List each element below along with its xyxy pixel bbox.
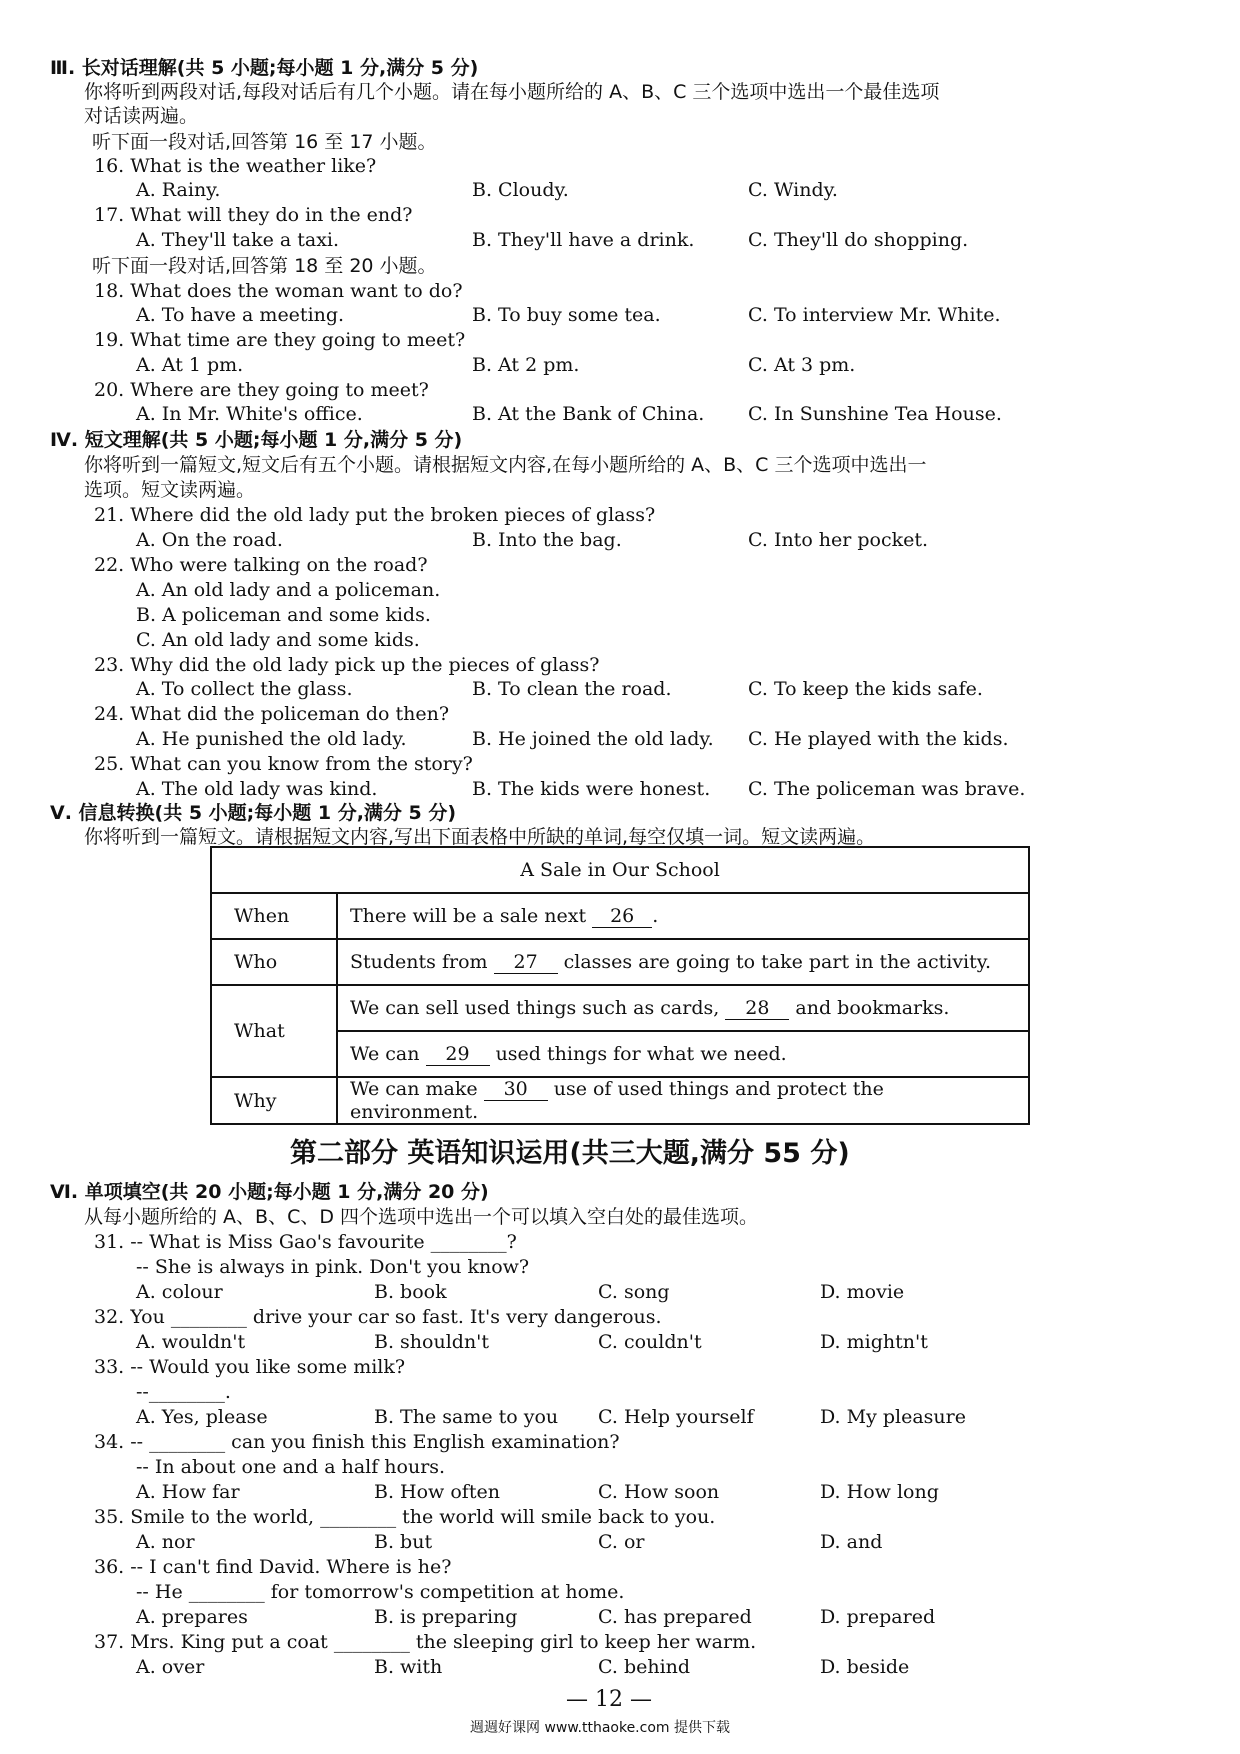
option-c: C. Help yourself bbox=[598, 1406, 754, 1428]
option-c: C. In Sunshine Tea House. bbox=[748, 403, 1002, 425]
option-b: B. At 2 pm. bbox=[472, 354, 580, 376]
question-line: -- He ________ for tomorrow's competition at home. bbox=[136, 1581, 625, 1603]
question-24: 24. What did the policeman do then? bbox=[94, 703, 450, 725]
footer-source: 週週好课网 www.tthaoke.com 提供下载 bbox=[470, 1720, 730, 1736]
question-19: 19. What time are they going to meet? bbox=[94, 329, 466, 351]
question-32: 32. You ________ drive your car so fast. It's very dangerous. bbox=[94, 1306, 662, 1328]
answer-blank-28[interactable]: 28 bbox=[725, 997, 789, 1020]
cell-text: use of used things and protect the environment. bbox=[350, 1078, 884, 1123]
option-b: B. How often bbox=[374, 1481, 500, 1503]
option-d: D. mightn't bbox=[820, 1331, 928, 1353]
cell-text: classes are going to take part in the activity. bbox=[563, 950, 992, 973]
option-a: A. nor bbox=[136, 1531, 195, 1553]
section-heading-3: Ⅲ. 长对话理解(共 5 小题;每小题 1 分,满分 5 分) bbox=[50, 57, 479, 79]
section-heading-5: Ⅴ. 信息转换(共 5 小题;每小题 1 分,满分 5 分) bbox=[50, 802, 457, 824]
option-a: A. How far bbox=[136, 1481, 240, 1503]
option-d: D. My pleasure bbox=[820, 1406, 966, 1428]
option-c: C. At 3 pm. bbox=[748, 354, 856, 376]
option-a: A. wouldn't bbox=[136, 1331, 246, 1353]
page-number: — 12 — bbox=[566, 1687, 652, 1712]
option-b: B. He joined the old lady. bbox=[472, 728, 714, 750]
option-d: D. and bbox=[820, 1531, 883, 1553]
question-line: --________. bbox=[136, 1381, 231, 1403]
option-d: D. prepared bbox=[820, 1606, 936, 1628]
table-cell bbox=[337, 1077, 1029, 1124]
instructions: 对话读两遍。 bbox=[84, 105, 199, 127]
row-label-why: Why bbox=[211, 1077, 337, 1124]
option-a: A. At 1 pm. bbox=[136, 354, 244, 376]
option-c: C. or bbox=[598, 1531, 645, 1553]
table-cell bbox=[337, 1031, 1029, 1077]
instructions: 你将听到两段对话,每段对话后有几个小题。请在每小题所给的 A、B、C 三个选项中选出一个最佳选项 bbox=[84, 81, 940, 103]
option-a: A. To collect the glass. bbox=[136, 678, 353, 700]
option-b: B. Cloudy. bbox=[472, 179, 569, 201]
option-b: B. book bbox=[374, 1281, 447, 1303]
table-cell bbox=[337, 893, 1029, 939]
option-c: C. To interview Mr. White. bbox=[748, 304, 1001, 326]
cell-text: . bbox=[652, 904, 659, 927]
option-a: A. Rainy. bbox=[136, 179, 221, 201]
dialog-note: 听下面一段对话,回答第 16 至 17 小题。 bbox=[92, 131, 437, 153]
option-c: C. How soon bbox=[598, 1481, 720, 1503]
question-31: 31. -- What is Miss Gao's favourite ________? bbox=[94, 1231, 517, 1253]
option-b: B. To clean the road. bbox=[472, 678, 672, 700]
question-34: 34. -- ________ can you finish this English examination? bbox=[94, 1431, 620, 1453]
option-c: C. couldn't bbox=[598, 1331, 702, 1353]
section-heading-4: Ⅳ. 短文理解(共 5 小题;每小题 1 分,满分 5 分) bbox=[50, 429, 463, 451]
table-title: A Sale in Our School bbox=[211, 847, 1029, 893]
question-33: 33. -- Would you like some milk? bbox=[94, 1356, 406, 1378]
dialog-note: 听下面一段对话,回答第 18 至 20 小题。 bbox=[92, 255, 437, 277]
question-36: 36. -- I can't find David. Where is he? bbox=[94, 1556, 452, 1578]
option-d: D. beside bbox=[820, 1656, 910, 1678]
option-a: A. The old lady was kind. bbox=[136, 778, 378, 800]
instructions: 你将听到一篇短文,短文后有五个小题。请根据短文内容,在每小题所给的 A、B、C 三个选项中选出一 bbox=[84, 454, 927, 476]
option-a: A. colour bbox=[136, 1281, 223, 1303]
cell-text: We can bbox=[350, 1042, 420, 1065]
question-17: 17. What will they do in the end? bbox=[94, 204, 413, 226]
question-25: 25. What can you know from the story? bbox=[94, 753, 473, 775]
cell-text: We can sell used things such as cards, bbox=[350, 996, 720, 1019]
option-c: C. He played with the kids. bbox=[748, 728, 1009, 750]
instructions: 从每小题所给的 A、B、C、D 四个选项中选出一个可以填入空白处的最佳选项。 bbox=[84, 1206, 759, 1228]
question-16: 16. What is the weather like? bbox=[94, 155, 377, 177]
option-a: A. To have a meeting. bbox=[136, 304, 345, 326]
option-b: B. A policeman and some kids. bbox=[136, 604, 431, 626]
cell-text: There will be a sale next bbox=[350, 904, 587, 927]
question-22: 22. Who were talking on the road? bbox=[94, 554, 428, 576]
option-b: B. They'll have a drink. bbox=[472, 229, 695, 251]
question-23: 23. Why did the old lady pick up the pieces of glass? bbox=[94, 654, 600, 676]
question-line: -- In about one and a half hours. bbox=[136, 1456, 446, 1478]
option-c: C. song bbox=[598, 1281, 670, 1303]
question-35: 35. Smile to the world, ________ the world will smile back to you. bbox=[94, 1506, 716, 1528]
question-line: -- She is always in pink. Don't you know? bbox=[136, 1256, 530, 1278]
cell-text: and bookmarks. bbox=[795, 996, 950, 1019]
option-a: A. An old lady and a policeman. bbox=[136, 579, 441, 601]
part-two-title: 第二部分 英语知识运用(共三大题,满分 55 分) bbox=[290, 1138, 850, 1169]
answer-blank-27[interactable]: 27 bbox=[494, 951, 558, 974]
option-d: D. How long bbox=[820, 1481, 939, 1503]
question-20: 20. Where are they going to meet? bbox=[94, 379, 429, 401]
option-c: C. Into her pocket. bbox=[748, 529, 929, 551]
row-label-what: What bbox=[211, 985, 337, 1077]
answer-blank-26[interactable]: 26 bbox=[592, 905, 652, 928]
option-a: A. Yes, please bbox=[136, 1406, 268, 1428]
option-c: C. Windy. bbox=[748, 179, 838, 201]
option-c: C. behind bbox=[598, 1656, 691, 1678]
option-a: A. prepares bbox=[136, 1606, 248, 1628]
option-b: B. with bbox=[374, 1656, 443, 1678]
option-b: B. The same to you bbox=[374, 1406, 559, 1428]
option-b: B. shouldn't bbox=[374, 1331, 490, 1353]
option-c: C. The policeman was brave. bbox=[748, 778, 1026, 800]
question-18: 18. What does the woman want to do? bbox=[94, 280, 463, 302]
question-21: 21. Where did the old lady put the broken pieces of glass? bbox=[94, 504, 656, 526]
section-heading-6: Ⅵ. 单项填空(共 20 小题;每小题 1 分,满分 20 分) bbox=[50, 1181, 489, 1203]
row-label-when: When bbox=[211, 893, 337, 939]
cell-text: Students from bbox=[350, 950, 488, 973]
answer-blank-30[interactable]: 30 bbox=[484, 1078, 548, 1101]
option-c: C. They'll do shopping. bbox=[748, 229, 969, 251]
option-c: C. To keep the kids safe. bbox=[748, 678, 983, 700]
option-c: C. has prepared bbox=[598, 1606, 752, 1628]
option-b: B. The kids were honest. bbox=[472, 778, 711, 800]
question-37: 37. Mrs. King put a coat ________ the sleeping girl to keep her warm. bbox=[94, 1631, 757, 1653]
cell-text: We can make bbox=[350, 1078, 478, 1100]
option-b: B. is preparing bbox=[374, 1606, 518, 1628]
instructions: 选项。短文读两遍。 bbox=[84, 479, 256, 501]
row-label-who: Who bbox=[211, 939, 337, 985]
table-cell bbox=[337, 985, 1029, 1031]
option-a: A. They'll take a taxi. bbox=[136, 229, 340, 251]
option-a: A. In Mr. White's office. bbox=[136, 403, 363, 425]
answer-blank-29[interactable]: 29 bbox=[426, 1043, 490, 1066]
table-cell bbox=[337, 939, 1029, 985]
instructions: 你将听到一篇短文。请根据短文内容,写出下面表格中所缺的单词,每空仅填一词。短文读两遍。 bbox=[84, 826, 876, 848]
info-table bbox=[210, 846, 1030, 1125]
option-c: C. An old lady and some kids. bbox=[136, 629, 420, 651]
option-a: A. over bbox=[136, 1656, 205, 1678]
option-b: B. Into the bag. bbox=[472, 529, 622, 551]
option-b: B. To buy some tea. bbox=[472, 304, 661, 326]
option-a: A. On the road. bbox=[136, 529, 283, 551]
option-d: D. movie bbox=[820, 1281, 905, 1303]
cell-text: used things for what we need. bbox=[495, 1042, 787, 1065]
option-b: B. but bbox=[374, 1531, 433, 1553]
option-a: A. He punished the old lady. bbox=[136, 728, 407, 750]
option-b: B. At the Bank of China. bbox=[472, 403, 705, 425]
